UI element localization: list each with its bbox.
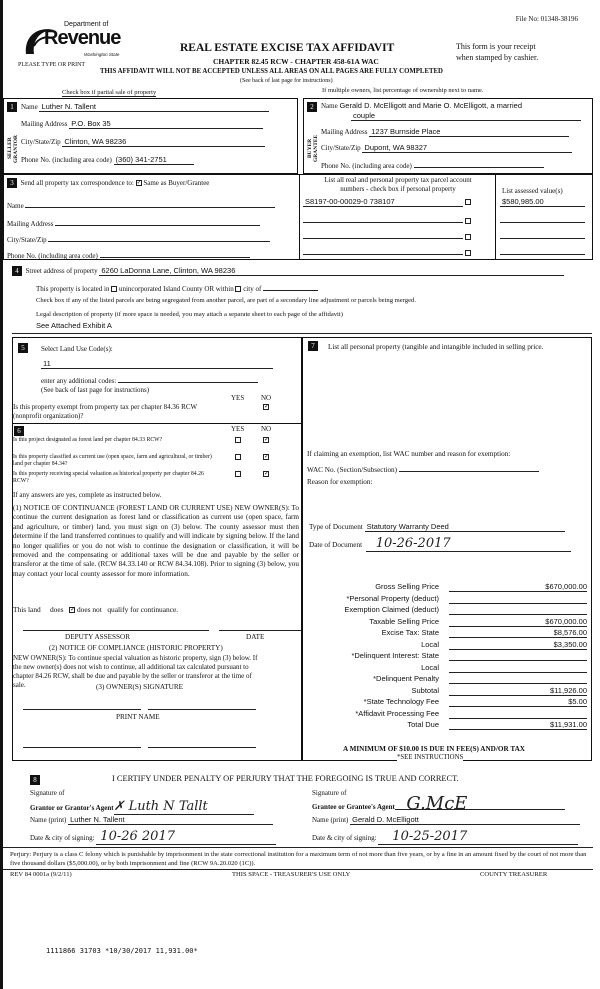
street-address-field[interactable]: 6260 LaDonna Lane, Clinton, WA 98236 (99, 266, 564, 276)
label: Reason for exemption: (307, 478, 373, 486)
no-header: NO (261, 425, 272, 433)
tax-row (309, 663, 589, 674)
buyer-city-field[interactable]: Dupont, WA 98327 (362, 143, 572, 153)
no-checkbox[interactable]: ✓ (264, 471, 270, 477)
owner-signature-label: (3) OWNER(S) SIGNATURE (96, 683, 184, 691)
dor-logo (22, 20, 122, 62)
tax-row (309, 720, 589, 731)
tax-value-field[interactable] (449, 674, 587, 684)
form-revision: REV 84 0001a (9/2/11) (10, 871, 72, 878)
grantor-name-field[interactable]: Luther N. Tallent (68, 815, 273, 825)
personal-property-checkbox[interactable] (465, 250, 471, 256)
assessed-value-field[interactable] (500, 213, 585, 223)
tax-label: Excise Tax: State (381, 628, 439, 637)
unincorporated-checkbox[interactable] (111, 286, 117, 292)
minimum-due-note: A MINIMUM OF $10.00 IS DUE IN FEE(S) AND/OR TAX (343, 745, 525, 753)
county-treasurer-label: COUNTY TREASURER (480, 871, 548, 878)
personal-property-checkbox[interactable] (465, 218, 471, 224)
parcel-header: List all real and personal property tax parcel account numbers - check box if personal property (324, 176, 472, 193)
label: Phone No. (including area code) (7, 252, 98, 260)
tax-label: *Delinquent Penalty (373, 674, 439, 683)
section-number: 1 (7, 102, 17, 112)
buyer-section (303, 98, 593, 174)
label: Name (321, 102, 338, 110)
exempt-question: Is this property exempt from property tax per chapter 84.36 RCW (nonprofit organization)? (13, 403, 197, 420)
label: unincorporated Island County OR within (118, 285, 234, 293)
label: City/State/Zip (7, 236, 47, 244)
seller-section (3, 98, 298, 174)
tax-row (309, 686, 589, 697)
tax-label: Local (421, 662, 439, 672)
section6-question: Is this property receiving special valuation as historical property per chapter 84.26 RCW? (13, 471, 204, 484)
label: Phone No. (including area code) (21, 156, 112, 164)
parcel-row (303, 229, 471, 241)
tax-value-field[interactable]: $670,000.00 (449, 582, 587, 592)
tax-label: *State Technology Fee (363, 697, 439, 706)
section-number: 6 (14, 426, 24, 436)
tax-phone-field[interactable] (100, 249, 250, 258)
tax-value-field[interactable]: $670,000.00 (449, 617, 587, 627)
no-header: NO (261, 394, 272, 402)
no-checkbox[interactable]: ✓ (264, 454, 270, 460)
label: Date of Document (309, 541, 363, 549)
parcel-number-field[interactable] (303, 213, 463, 223)
label: Mailing Address (7, 220, 54, 228)
partial-sale-checkbox[interactable]: Check box if partial sale of property (62, 89, 157, 96)
label: Select Land Use Code(s): (41, 345, 113, 353)
tax-value-field[interactable] (449, 605, 587, 615)
see-back: (See back of last page for instructions) (240, 78, 333, 84)
notice-of-continuance: (1) NOTICE OF CONTINUANCE (FOREST LAND OR CURRENT USE) NEW OWNER(S): To continue the current designation as forest land or classification as current use (open space, farm and agriculture, or timber) land, you must sign on (3) below. The county assessor must then determine if the land transferred continues to qualify and will indicate by signing below. If the land no longer qualifies or you do not wish to continue the designation or classification, it will be removed and the compensating or additional taxes will be due and payable by the seller or transferor at the time of sale. (RCW 84.33.140 or RCW 84.34.108). Prior to signing (3) below, you may contact your local county assessor for more information. (13, 504, 299, 578)
label: This property is located in (36, 285, 110, 293)
does-not-checkbox[interactable]: ✓ (70, 607, 76, 614)
no-checkbox[interactable]: ✓ (264, 437, 270, 443)
tax-label: Total Due (407, 720, 439, 729)
yes-header: YES (231, 394, 245, 402)
tax-row (309, 617, 589, 628)
label: enter any additional codes: (41, 377, 117, 385)
same-as-buyer-checkbox[interactable]: ✓ (136, 180, 142, 187)
buyer-name-line2[interactable]: couple (351, 111, 581, 121)
does-option[interactable]: does (49, 605, 64, 614)
tax-label: *Affidavit Processing Fee (355, 708, 439, 718)
please-type: PLEASE TYPE OR PRINT (18, 62, 86, 68)
label: Street address of property (25, 267, 98, 275)
tax-mailing-field[interactable] (55, 217, 260, 226)
label: Name (21, 103, 38, 111)
tax-row (309, 605, 589, 616)
file-number: File No: 01348-38196 (515, 15, 578, 23)
label: Same as Buyer/Grantee (143, 179, 210, 187)
tax-label: Local (421, 639, 439, 649)
treasurer-space-label: THIS SPACE - TREASURER'S USE ONLY (232, 871, 351, 878)
label: Mailing Address (321, 128, 368, 136)
tax-row (309, 628, 589, 639)
tax-value-field[interactable] (449, 663, 587, 673)
tax-label: Exemption Claimed (deduct) (344, 605, 439, 614)
tax-row (309, 640, 589, 651)
sections-5-7 (12, 337, 592, 761)
label: Name (7, 202, 24, 210)
logo-state: Washington State (84, 52, 120, 57)
tax-value-field[interactable]: $11,931.00 (449, 720, 587, 730)
parcel-number-field[interactable] (303, 245, 463, 255)
tax-label: *Personal Property (deduct) (346, 593, 439, 603)
cashier-stamp: 1111866 31703 *10/30/2017 11,931.00* (46, 947, 198, 955)
tax-label: *Delinquent Interest: State (351, 651, 439, 660)
label: Grantor or Grantor's Agent (30, 804, 114, 812)
tax-label: Taxable Selling Price (369, 616, 439, 626)
label: This land (13, 605, 41, 614)
label: Name (print) (30, 816, 67, 824)
section-3 (3, 174, 593, 260)
section6-question: Is this project designated as forest land per chapter 84.33 RCW? (13, 437, 163, 443)
legal-description[interactable]: See Attached Exhibit A (36, 321, 112, 330)
form-title: REAL ESTATE EXCISE TAX AFFIDAVIT (180, 42, 395, 54)
grantor-date-field[interactable]: 10-26 2017 (96, 829, 276, 845)
tax-row (309, 594, 589, 605)
label: Send all property tax correspondence to: (20, 179, 134, 187)
city-field[interactable] (263, 283, 318, 291)
label: City/State/Zip (321, 144, 361, 152)
see-instructions: *SEE INSTRUCTIONS (397, 754, 464, 761)
label: Signature of (30, 789, 65, 797)
label: Legal description of property (if more space is needed, you may attach a separate sheet to each page of the affidavit) (36, 311, 343, 318)
tax-row (309, 709, 589, 720)
seller-name-field[interactable]: Luther N. Tallent (39, 102, 269, 112)
tax-label: Subtotal (411, 685, 439, 695)
does-not-option[interactable]: does not (76, 605, 102, 614)
exempt-no-checkbox[interactable]: ✓ (264, 404, 270, 410)
seller-label: SELLER GRANTOR (7, 134, 19, 163)
grantee-name-field[interactable]: Gerald D. McElligott (350, 815, 580, 825)
buyer-label: BUYER GRANTEE (307, 134, 319, 163)
tax-value-field[interactable] (449, 709, 587, 719)
parcel-number-field[interactable] (303, 229, 463, 239)
deputy-assessor-label: DEPUTY ASSESSOR (65, 633, 131, 641)
personal-property-checkbox[interactable] (465, 199, 471, 205)
tax-row (309, 582, 589, 593)
section-number: 2 (307, 102, 317, 112)
notice-of-compliance-title: (2) NOTICE OF COMPLIANCE (HISTORIC PROPERTY) (49, 644, 223, 652)
label: Grantee or Grantee's Agent (312, 803, 395, 811)
label: Mailing Address (21, 120, 68, 128)
certification: I CERTIFY UNDER PENALTY OF PERJURY THAT THE FOREGOING IS TRUE AND CORRECT. (112, 774, 459, 783)
tax-value-field[interactable]: $11,926.00 (449, 686, 587, 696)
parcel-row (303, 245, 471, 257)
grantee-date-field[interactable]: 10-25-2017 (378, 829, 578, 845)
tax-value-field[interactable]: $5.00 (449, 697, 587, 707)
buyer-name-field[interactable]: Gerald D. McElligott and Marie O. McElligott, a married (339, 101, 523, 110)
logo-name: Revenue (44, 27, 121, 49)
tax-value-field[interactable]: $3,350.00 (449, 640, 587, 650)
yes-checkbox[interactable] (235, 437, 241, 443)
tax-name-field[interactable] (25, 199, 275, 208)
notice-of-compliance: NEW OWNER(S): To continue special valuation as historic property, sign (3) below. If the new owner(s) does not wish to continue, all additional tax calculated pursuant to chapter 84.26 RCW, shall be due and payable by the seller or transferor at the time of sale. (13, 654, 258, 689)
section-number: 7 (308, 341, 318, 351)
print-name-label: PRINT NAME (116, 713, 160, 721)
grantor-signature[interactable]: ✗ Luth N Tallt (114, 799, 254, 815)
form-chapter: CHAPTER 82.45 RCW - CHAPTER 458-61A WAC (213, 57, 379, 66)
document-date-field[interactable]: 10-26-2017 (366, 536, 571, 552)
yes-header: YES (231, 425, 245, 433)
section-number: 8 (30, 775, 40, 785)
seller-mailing-field[interactable]: P.O. Box 35 (69, 119, 263, 129)
label: Date & city of signing: (30, 834, 95, 842)
label: Name (print) (312, 816, 349, 824)
warning: THIS AFFIDAVIT WILL NOT BE ACCEPTED UNLESS ALL AREAS ON ALL PAGES ARE FULLY COMPLETED (100, 68, 443, 75)
seller-phone-field[interactable]: (360) 341-2751 (114, 155, 194, 165)
label: Phone No. (including area code) (321, 162, 412, 170)
section6-question: Is this property classified as current use (open space, farm and agricultural, or timber) land per chapter 84.34? (13, 454, 212, 467)
multiple-owners-note: If multiple owners, list percentage of ownership next to name. (322, 87, 484, 94)
assessed-value-field[interactable]: $580,985.00 (500, 197, 585, 207)
parcel-row (303, 213, 471, 225)
receipt-note-2: when stamped by cashier. (456, 53, 539, 62)
seller-city-field[interactable]: Clinton, WA 98236 (62, 137, 265, 147)
tax-value-field[interactable] (449, 594, 587, 604)
tax-value-field[interactable] (449, 651, 587, 661)
label: If claiming an exemption, list WAC number and reason for exemption: (307, 450, 511, 458)
section-number: 3 (7, 178, 17, 188)
label: Type of Document (309, 523, 363, 531)
land-use-code-field[interactable]: 11 (41, 359, 273, 369)
assessed-value-field[interactable] (500, 245, 585, 255)
label: City/State/Zip (21, 138, 61, 146)
tax-label: Gross Selling Price (375, 582, 439, 591)
label: city of (243, 285, 262, 293)
section-number: 4 (12, 266, 22, 276)
buyer-phone-field[interactable] (414, 159, 544, 168)
tax-row (309, 697, 589, 708)
assessed-header: List assessed value(s) (502, 187, 563, 195)
personal-property-label: List all personal property (tangible and intangible included in selling price. (328, 343, 544, 351)
date-label: DATE (246, 633, 265, 641)
yes-checkbox[interactable] (235, 454, 241, 460)
receipt-note: This form is your receipt (456, 42, 536, 51)
buyer-mailing-field[interactable]: 1237 Burnside Place (369, 127, 569, 137)
section-number: 5 (18, 343, 28, 353)
parcel-number-field[interactable]: S8197-00-00029-0 738107 (303, 197, 463, 207)
label: If any answers are yes, complete as instructed below. (13, 491, 162, 499)
tax-city-field[interactable] (48, 233, 270, 242)
label: Signature of (312, 789, 347, 797)
label: (See back of last page for instructions) (41, 386, 150, 394)
assessed-value-field[interactable] (500, 229, 585, 239)
tax-row (309, 651, 589, 662)
wac-field[interactable] (399, 464, 539, 472)
perjury-notice: Perjury: Perjury is a class C felony which is punishable by imprisonment in the state correctional institution for a maximum term of not more than five years, or by a fine in an amount fixed by the court of not more than five thousand dollars ($5,000.00), or by both imprisonment and fine (RCW 9A.20.020 (1C)). (10, 851, 587, 867)
tax-row (309, 674, 589, 685)
label: Date & city of signing: (312, 834, 377, 842)
yes-checkbox[interactable] (235, 471, 241, 477)
grantee-signature[interactable]: G.McE (395, 799, 565, 810)
segregated-checkbox-label[interactable]: Check box if any of the listed parcels are being segregated from another parcel, are part of a secondary line adjustment or parcels being merged. (36, 297, 416, 304)
logo-dept: Department of (64, 21, 109, 28)
tax-value-field[interactable]: $8,576.00 (449, 628, 587, 638)
additional-codes-field[interactable] (118, 375, 258, 383)
label: WAC No. (Section/Subsection) (307, 466, 398, 474)
document-type-field[interactable]: Statutory Warranty Deed (365, 522, 565, 532)
city-checkbox[interactable] (235, 286, 241, 292)
label: qualify for continuance. (107, 605, 179, 614)
parcel-row (303, 197, 471, 207)
personal-property-checkbox[interactable] (465, 234, 471, 240)
